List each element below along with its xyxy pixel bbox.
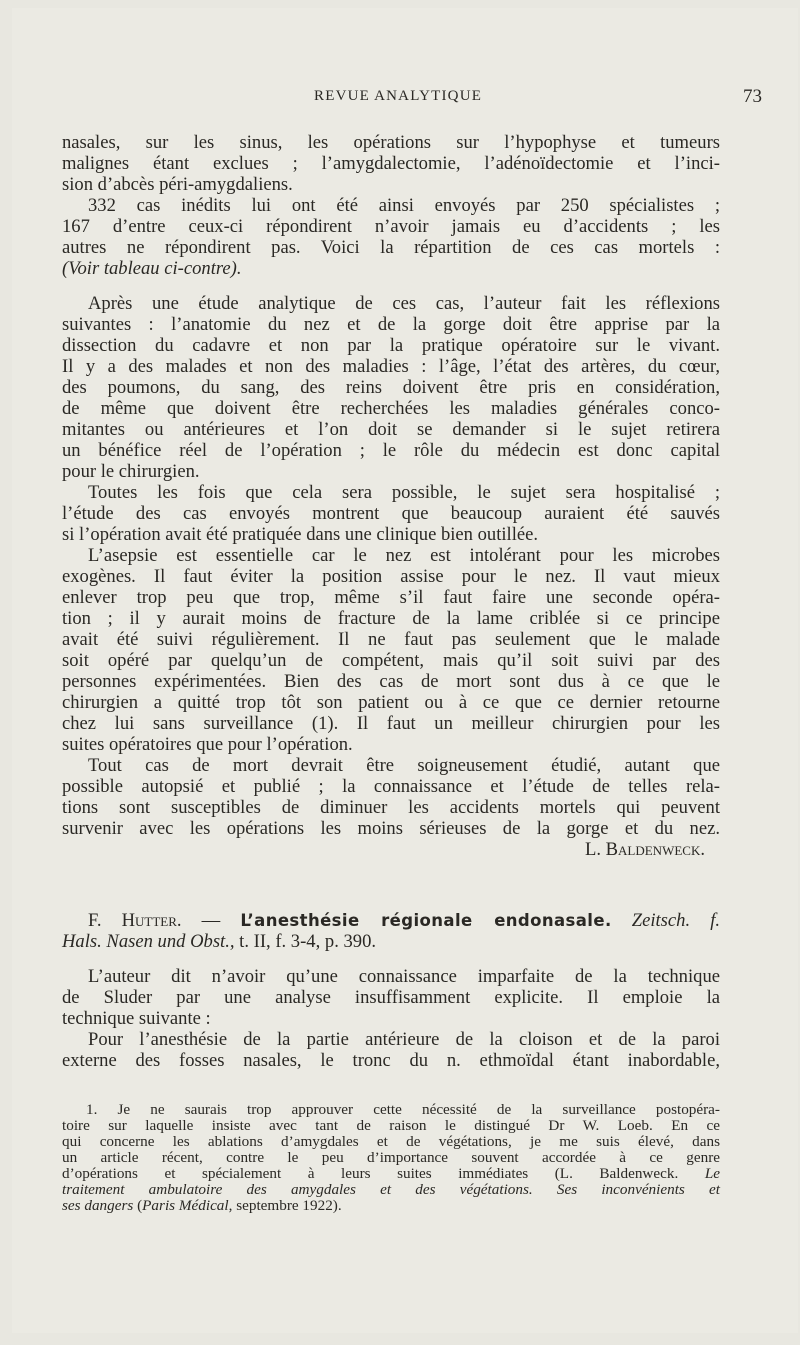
- text-line: (Voir tableau ci-contre).: [62, 258, 242, 279]
- text-line: technique suivante :: [62, 1008, 211, 1029]
- citation-dash: —: [181, 910, 241, 931]
- author-initial: F.: [88, 910, 102, 931]
- article-heading: [62, 910, 720, 1071]
- text-line: mitantes ou antérieures et l’on doit se demander si le sujet retirera: [62, 419, 720, 440]
- footnote-line: [62, 1198, 720, 1214]
- text-line: l’étude des cas envoyés montrent que beaucoup auraient été sauvés: [62, 503, 720, 524]
- text-line: avait été suivi régulièrement. Il ne faut pas seulement que le malade: [62, 629, 720, 650]
- text-line: tions sont susceptibles de diminuer les accidents mortels qui peuvent: [62, 797, 720, 818]
- journal-reference: t. II, f. 3-4, p. 390.: [234, 931, 377, 952]
- text-line: un bénéfice réel de l’opération ; le rôle du médecin est donc capital: [62, 440, 720, 461]
- text-line: suites opératoires que pour l’opération.: [62, 734, 353, 755]
- journal-name-part2: Hals. Nasen und Obst.,: [62, 931, 235, 952]
- article-citation-line-1: [62, 910, 720, 931]
- text-line: exogènes. Il faut éviter la position assise pour le nez. Il vaut mieux: [62, 566, 720, 587]
- footnote-italic: ses dangers: [62, 1197, 134, 1214]
- body-text: [62, 132, 720, 860]
- text-line: des poumons, du sang, des reins doivent être pris en considération,: [62, 377, 720, 398]
- text-line: chirurgien a quitté trop tôt son patient ou à ce que ce dernier retourne: [62, 692, 720, 713]
- text-line: enlever trop peu que trop, même s’il faut faire une seconde opéra-: [62, 587, 720, 608]
- text-line: si l’opération avait été pratiquée dans une clinique bien outillée.: [62, 524, 539, 545]
- footnote: [62, 1102, 720, 1214]
- footnote-line: 1. Je ne saurais trop approuver cette nécessité de la surveillance postopéra-: [86, 1101, 720, 1118]
- footnote-line: un article récent, contre le peu d’importance souvent accordée à ce genre: [62, 1149, 720, 1166]
- text-line: nasales, sur les sinus, les opérations sur l’hypophyse et tumeurs: [62, 132, 720, 153]
- text-line: autres ne répondirent pas. Voici la répartition de ces cas mortels :: [62, 237, 720, 258]
- footnote-line: qui concerne les ablations d’amygdales et de végétations, je me suis élevé, dans: [62, 1133, 720, 1150]
- text-line: soit opéré par quelqu’un de compétent, mais qu’il soit suivi par des: [62, 650, 720, 671]
- text-line: sion d’abcès péri-amygdaliens.: [62, 174, 293, 195]
- page-header: [12, 88, 798, 112]
- author-name: Hutter.: [121, 910, 182, 931]
- footnote-line: toire sur laquelle insiste avec tant de raison le distingué Dr W. Loeb. En ce: [62, 1117, 720, 1134]
- text-line: pour le chirurgien.: [62, 461, 200, 482]
- signature: L. Baldenweck.: [584, 839, 705, 860]
- footnote-line: [62, 1166, 720, 1182]
- text-line: chez lui sans surveillance (1). Il faut un meilleur chirurgien pour les: [62, 713, 720, 734]
- text-line: Toutes les fois que cela sera possible, le sujet sera hospitalisé ;: [88, 482, 720, 503]
- text-line: dissection du cadavre et non par la pratique opératoire sur le vivant.: [62, 335, 720, 356]
- text-line: L’auteur dit n’avoir qu’une connaissance imparfaite de la technique: [88, 966, 720, 987]
- text-line: malignes étant exclues ; l’amygdalectomie, l’adénoïdectomie et l’inci-: [62, 153, 720, 174]
- text-line: survenir avec les opérations les moins sérieuses de la gorge et du nez.: [62, 818, 720, 839]
- running-head: REVUE ANALYTIQUE: [314, 88, 483, 104]
- text-line: Après une étude analytique de ces cas, l’auteur fait les réflexions: [88, 293, 720, 314]
- text-line: Pour l’anesthésie de la partie antérieure de la cloison et de la paroi: [88, 1029, 720, 1050]
- text-line: Tout cas de mort devrait être soigneusement étudié, autant que: [88, 755, 720, 776]
- text-line: de même que doivent être recherchées les maladies générales conco-: [62, 398, 720, 419]
- footnote-text: (: [133, 1197, 143, 1214]
- text-line: personnes expérimentées. Bien des cas de mort sont dus à ce que le: [62, 671, 720, 692]
- text-line: 167 d’entre ceux-ci répondirent n’avoir jamais eu d’accidents ; les: [62, 216, 720, 237]
- text-line: possible autopsié et publié ; la connaissance et l’étude de telles rela-: [62, 776, 720, 797]
- text-line: L’asepsie est essentielle car le nez est intolérant pour les microbes: [88, 545, 720, 566]
- text-line: externe des fosses nasales, le tronc du n. ethmoïdal étant inabordable,: [62, 1050, 720, 1071]
- footnote-italic: Le: [704, 1165, 721, 1182]
- article-title: L’anesthésie régionale endonasale.: [240, 911, 612, 930]
- footnote-journal: Paris Médical: [142, 1197, 229, 1214]
- text-line: Il y a des malades et non des maladies : l’âge, l’état des artères, du cœur,: [62, 356, 720, 377]
- text-line: tion ; il y aurait moins de fracture de la lame criblée si ce principe: [62, 608, 720, 629]
- text-line: 332 cas inédits lui ont été ainsi envoyés par 250 spécialistes ;: [88, 195, 720, 216]
- text-line: suivantes : l’anatomie du nez et de la gorge doit être apprise par la: [62, 314, 720, 335]
- text-line: de Sluder par une analyse insuffisamment explicite. Il emploie la: [62, 987, 720, 1008]
- article-citation-line-2: [62, 931, 720, 952]
- footnote-text: , septembre 1922).: [228, 1197, 342, 1214]
- page-number: 73: [743, 86, 762, 107]
- journal-name-part1: Zeitsch. f.: [631, 910, 721, 931]
- footnote-text: d’opérations et spécialement à leurs suites immédiates (L. Baldenweck.: [62, 1165, 679, 1182]
- footnote-line: traitement ambulatoire des amygdales et des végétations. Ses inconvénients et: [62, 1181, 720, 1198]
- book-page: [12, 8, 798, 1333]
